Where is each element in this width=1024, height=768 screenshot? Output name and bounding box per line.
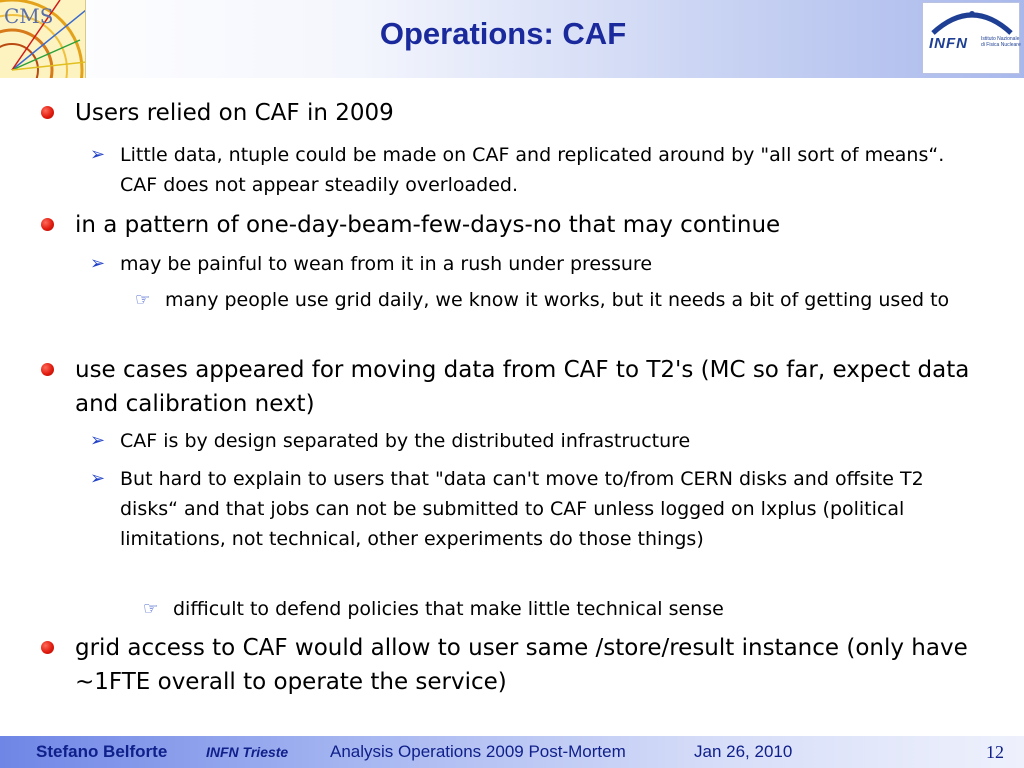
bullet-text: in a pattern of one-day-beam-few-days-no that may continue bbox=[75, 212, 781, 238]
bullet-dot-icon bbox=[41, 106, 54, 119]
footer-event: Analysis Operations 2009 Post-Mortem bbox=[330, 742, 626, 761]
slide-footer bbox=[0, 736, 1024, 768]
bullet-text: grid access to CAF would allow to user same /store/result instance (only have ~1FTE overall to operate the service) bbox=[75, 635, 968, 695]
arrow-bullet-icon: ➢ bbox=[90, 253, 106, 274]
slide-title: Operations: CAF bbox=[379, 16, 627, 51]
bullet-dot-icon bbox=[41, 363, 54, 376]
bullet-dot-icon bbox=[41, 641, 54, 654]
sub-sub-bullet-text: many people use grid daily, we know it works, but it needs a bit of getting used to bbox=[165, 289, 950, 311]
sub-bullet-text: CAF is by design separated by the distributed infrastructure bbox=[120, 430, 691, 452]
arrow-bullet-icon: ➢ bbox=[90, 468, 106, 489]
pointing-hand-icon: ☞ bbox=[135, 290, 151, 310]
sub-bullet-item bbox=[90, 249, 970, 279]
bullet-dot-icon bbox=[41, 218, 54, 231]
arrow-bullet-icon: ➢ bbox=[90, 144, 106, 165]
footer-date: Jan 26, 2010 bbox=[694, 742, 793, 761]
sub-bullet-text: Little data, ntuple could be made on CAF and replicated around by "all sort of means“. CAF does not appear steadily overloaded. bbox=[120, 144, 945, 196]
arrow-bullet-icon: ➢ bbox=[90, 430, 106, 451]
infn-logo-subtitle: Istituto Nazionale di Fisica Nucleare bbox=[981, 36, 1021, 48]
sub-bullet-text: may be painful to wean from it in a rush under pressure bbox=[120, 253, 653, 275]
bullet-item bbox=[75, 631, 975, 699]
bullet-text: Users relied on CAF in 2009 bbox=[75, 100, 394, 126]
sub-sub-bullet-item bbox=[143, 594, 973, 624]
sub-bullet-item bbox=[90, 464, 980, 554]
sub-sub-bullet-text: difficult to defend policies that make little technical sense bbox=[173, 598, 724, 620]
sub-bullet-item bbox=[90, 140, 970, 200]
cms-logo-text: CMS bbox=[4, 4, 54, 28]
sub-bullet-text: But hard to explain to users that "data can't move to/from CERN disks and offsite T2 disks“ and that jobs can not be submitted to CAF unless logged on lxplus (political limitations, not technical, other experiments do those things) bbox=[120, 468, 924, 550]
bullet-item bbox=[75, 208, 975, 242]
pointing-hand-icon: ☞ bbox=[143, 599, 159, 619]
infn-logo-text: INFN bbox=[929, 35, 968, 52]
footer-institute: INFN Trieste bbox=[206, 744, 289, 760]
bullet-text: use cases appeared for moving data from CAF to T2's (MC so far, expect data and calibration next) bbox=[75, 357, 970, 417]
slide-header bbox=[0, 0, 1024, 78]
footer-author: Stefano Belforte bbox=[36, 742, 168, 761]
infn-logo bbox=[922, 2, 1020, 74]
cms-logo bbox=[0, 0, 86, 78]
bullet-item bbox=[75, 353, 975, 421]
page-number: 12 bbox=[986, 742, 1004, 762]
sub-sub-bullet-item bbox=[135, 285, 965, 315]
sub-bullet-item bbox=[90, 426, 970, 456]
bullet-item bbox=[75, 96, 975, 130]
